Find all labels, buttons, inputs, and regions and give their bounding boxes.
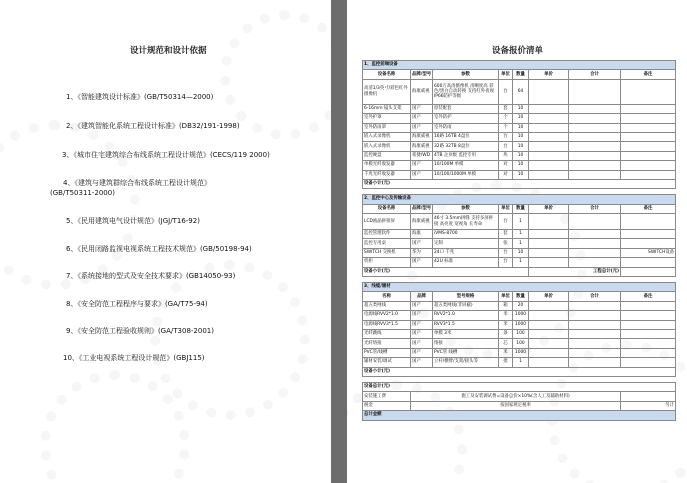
- table-cell: 国产: [411, 358, 433, 367]
- table-cell: 10: [513, 104, 529, 113]
- table-cell: [621, 329, 676, 338]
- column-header: 参数: [433, 204, 499, 213]
- column-header: 参数: [433, 70, 499, 79]
- table-row: [363, 348, 676, 357]
- standard-item: 8、《安全防范工程程序与要求》(GA/T75-94): [66, 300, 208, 308]
- standard-item: 3、《城市住宅建筑综合布线系统工程设计规范》(CECS/119 2000): [62, 151, 270, 159]
- tax-note: 另计: [621, 401, 676, 410]
- column-header: 单价: [529, 204, 569, 213]
- table-cell: 光纤跳线: [363, 329, 411, 338]
- table-cell: [569, 311, 621, 320]
- table-cell: 10: [513, 170, 529, 179]
- table-cell: [621, 311, 676, 320]
- table-cell: 芯: [499, 339, 513, 348]
- table-cell: RVV3*1.5: [433, 320, 499, 329]
- table-cell: [569, 329, 621, 338]
- table-cell: [569, 358, 621, 367]
- table-cell: [621, 79, 676, 104]
- table-cell: [529, 230, 569, 239]
- subtotal-note: 工程总计(元): [529, 267, 621, 276]
- table-cell: 1000: [513, 311, 529, 320]
- table-row: [363, 301, 676, 310]
- table-row: [363, 258, 676, 267]
- table-cell: 批: [499, 358, 513, 367]
- tax-label: 税金: [363, 401, 411, 410]
- table-cell: 32路 32TB 8盘位: [433, 142, 499, 151]
- table-cell: [529, 79, 569, 104]
- table-cell: 室外防雨: [433, 123, 499, 132]
- table-row: [363, 61, 676, 70]
- table-row: [363, 104, 676, 113]
- table-cell: 国产: [411, 311, 433, 320]
- standard-item: 10、《工业电视系统工程设计规范》(GBJ115): [63, 354, 205, 362]
- table-cell: 立杆/横臂/支架/接头等: [433, 358, 499, 367]
- table-cell: [529, 320, 569, 329]
- subtotal-row: 设备小计(元): [363, 367, 676, 376]
- table-cell: 希捷/WD: [411, 151, 433, 160]
- column-header: 单价: [529, 70, 569, 79]
- table-row: [363, 204, 676, 213]
- standard-item: 9、《安全防范工程验收规则》(GA/T308-2001): [66, 327, 214, 335]
- table-cell: [569, 104, 621, 113]
- table-cell: [621, 142, 676, 151]
- table-cell: 机柜: [363, 258, 411, 267]
- table-cell: [621, 230, 676, 239]
- column-header: 设备名称: [363, 70, 411, 79]
- table-cell: RVV2*1.0: [433, 311, 499, 320]
- table-cell: 10: [513, 161, 529, 170]
- table-cell: [529, 132, 569, 141]
- standard-item: 1、《智能建筑设计标准》(GB/T50314—2000): [66, 93, 214, 101]
- table-row: [363, 267, 676, 276]
- table-cell: [529, 114, 569, 123]
- table-cell: [621, 214, 676, 230]
- column-header: 设备名称: [363, 204, 411, 213]
- table-cell: 台: [499, 258, 513, 267]
- table-cell: 1: [513, 258, 529, 267]
- table-cell: 嵌入式录像机: [363, 132, 411, 141]
- table-cell: [569, 170, 621, 179]
- table-cell: 20: [513, 301, 529, 310]
- table-cell: 室外防雨罩: [363, 123, 411, 132]
- table-cell: [569, 114, 621, 123]
- table-cell: 定制: [433, 239, 499, 248]
- table-cell: 米: [499, 311, 513, 320]
- table-cell: [621, 114, 676, 123]
- table-cell: 海康: [411, 230, 433, 239]
- table-row: [363, 239, 676, 248]
- table-cell: 个: [499, 123, 513, 132]
- table-cell: PVC管/线槽: [363, 348, 411, 357]
- subtotal-row: 设备小计(元): [363, 179, 676, 188]
- table-row: [363, 70, 676, 79]
- table-cell: [529, 214, 569, 230]
- table-cell: 块: [499, 151, 513, 160]
- left-document-page: [0, 0, 331, 483]
- table-row: [363, 79, 676, 104]
- column-header: 单位: [499, 70, 513, 79]
- table-cell: 台: [499, 142, 513, 151]
- table-cell: 国产: [411, 301, 433, 310]
- table-row: [363, 179, 676, 188]
- standard-item: 6、《民用闭路监视电视系统工程技术规范》(GB/50198-94): [66, 245, 252, 253]
- table-row: [363, 367, 676, 376]
- table-cell: 64: [513, 79, 529, 104]
- table-cell: 单模 3米: [433, 329, 499, 338]
- table-cell: 套: [499, 104, 513, 113]
- column-header: 数量: [513, 292, 529, 301]
- column-header: 合计: [569, 292, 621, 301]
- column-header: 单价: [529, 292, 569, 301]
- table-cell: 台: [499, 248, 513, 257]
- table-cell: 对: [499, 170, 513, 179]
- table-cell: 1: [513, 358, 529, 367]
- table-cell: 1: [513, 214, 529, 230]
- table-cell: 1: [513, 239, 529, 248]
- standard-item: 7、《系统接地的型式及安全技术要求》(GB14050-93): [66, 272, 236, 280]
- column-header: 单位: [499, 292, 513, 301]
- section-heading: 1、监控前端设备: [363, 61, 676, 70]
- table-cell: [569, 230, 621, 239]
- table-cell: [569, 123, 621, 132]
- table-cell: 海康威视: [411, 132, 433, 141]
- table-cell: [529, 329, 569, 338]
- table-cell: 监控硬盘: [363, 151, 411, 160]
- table-cell: 台: [499, 132, 513, 141]
- table-row: [363, 339, 676, 348]
- table-cell: [529, 170, 569, 179]
- table-cell: [529, 248, 569, 257]
- column-header: 单位: [499, 204, 513, 213]
- tax-text: 按国家规定税率: [411, 401, 621, 410]
- table-cell: [621, 258, 676, 267]
- table-cell: [569, 132, 621, 141]
- table-cell: 6-16mm 镜头支架: [363, 104, 411, 113]
- table-cell: 国产: [411, 239, 433, 248]
- table-row: [363, 230, 676, 239]
- table-cell: 国产: [411, 348, 433, 357]
- table-cell: 1000: [513, 348, 529, 357]
- subtotal-row: 设备小计(元): [363, 267, 529, 276]
- equipment-total-row: 设备总计(元): [363, 382, 676, 391]
- page-title: 设计规范和设计依据: [130, 46, 207, 56]
- column-header: 备注: [621, 204, 676, 213]
- table-cell: 监控管理软件: [363, 230, 411, 239]
- table-row: [363, 114, 676, 123]
- table-cell: 监控专用桌: [363, 239, 411, 248]
- column-header: 备注: [621, 70, 676, 79]
- table-cell: 台: [499, 214, 513, 230]
- table-cell: [569, 348, 621, 357]
- table-cell: [529, 104, 569, 113]
- table-cell: [569, 151, 621, 160]
- table-cell: SWITCH设备: [621, 248, 676, 257]
- labor-text: 施工及安装调试费=设备总价×10%(含人工及辅助材料): [411, 392, 621, 401]
- table-cell: 室外护罩: [363, 114, 411, 123]
- table-cell: [621, 339, 676, 348]
- table-cell: [529, 348, 569, 357]
- table-cell: 台: [499, 79, 513, 104]
- table-row: [363, 392, 676, 401]
- table-row: [363, 292, 676, 301]
- table-row: [363, 151, 676, 160]
- standard-item: 5、《民用建筑电气设计规范》(JGJ/T16-92): [66, 217, 200, 225]
- table-cell: 10: [513, 114, 529, 123]
- table-cell: [569, 142, 621, 151]
- column-header: 名称: [363, 292, 411, 301]
- table-cell: [621, 123, 676, 132]
- table-cell: 光纤熔接: [363, 339, 411, 348]
- table-cell: 10: [513, 142, 529, 151]
- table-cell: [529, 339, 569, 348]
- table-cell: [621, 301, 676, 310]
- grand-total-row: 总计金额: [363, 411, 676, 420]
- table-cell: 10: [513, 248, 529, 257]
- table-cell: 1000: [513, 320, 529, 329]
- table-cell: [569, 339, 621, 348]
- table-cell: 10: [513, 123, 529, 132]
- table-row: [363, 311, 676, 320]
- standards-list: [0, 0, 331, 483]
- table-cell: 箱: [499, 301, 513, 310]
- column-header: 型号规格: [433, 292, 499, 301]
- table-cell: 1: [513, 230, 529, 239]
- table-cell: 100: [513, 329, 529, 338]
- table-cell: 电源线RVV3*1.5: [363, 320, 411, 329]
- table-cell: [529, 239, 569, 248]
- table-cell: 条: [499, 329, 513, 338]
- column-header: 数量: [513, 204, 529, 213]
- column-header: 合计: [569, 204, 621, 213]
- table-cell: SWITCH 交换机: [363, 248, 411, 257]
- table-row: [363, 161, 676, 170]
- table-cell: [529, 123, 569, 132]
- table-row: [363, 329, 676, 338]
- column-header: 品牌/型号: [411, 204, 433, 213]
- table-cell: [529, 258, 569, 267]
- table-cell: 国产: [411, 123, 433, 132]
- table-cell: 嵌入式录像机: [363, 142, 411, 151]
- table-cell: 千兆光纤收发器: [363, 170, 411, 179]
- table-cell: 10/100M 单模: [433, 161, 499, 170]
- column-header: 品牌/型号: [411, 70, 433, 79]
- table-cell: [529, 301, 569, 310]
- table-cell: 海康威视: [411, 79, 433, 104]
- table-row: [363, 132, 676, 141]
- table-cell: [569, 301, 621, 310]
- table-cell: PVC管 线槽: [433, 348, 499, 357]
- table-cell: [569, 239, 621, 248]
- table-cell: 100: [513, 339, 529, 348]
- table-cell: [621, 239, 676, 248]
- table-cell: [621, 358, 676, 367]
- quotation-table: [362, 60, 676, 421]
- table-cell: [621, 320, 676, 329]
- table-cell: [569, 258, 621, 267]
- table-cell: 对: [499, 161, 513, 170]
- labor-label: 安装施工费: [363, 392, 411, 401]
- table-cell: 16路 16TB 4盘位: [433, 132, 499, 141]
- table-cell: 米: [499, 348, 513, 357]
- table-row: [363, 142, 676, 151]
- table-cell: [621, 170, 676, 179]
- table-row: [363, 358, 676, 367]
- table-cell: [569, 320, 621, 329]
- table-cell: [569, 248, 621, 257]
- table-row: [363, 170, 676, 179]
- table-cell: [529, 142, 569, 151]
- table-cell: 室外防护: [433, 114, 499, 123]
- table-cell: 国产: [411, 114, 433, 123]
- table-cell: 套: [499, 230, 513, 239]
- standard-item: (GB/T50311-2000): [50, 189, 115, 197]
- table-cell: 42U 标准: [433, 258, 499, 267]
- table-cell: 海康威视: [411, 214, 433, 230]
- table-cell: 46寸 3.5mm拼缝 支持多屏拼接 高亮度 宽视角 长寿命: [433, 214, 499, 230]
- table-cell: 单模光纤收发器: [363, 161, 411, 170]
- table-cell: [621, 392, 676, 401]
- table-cell: 国产: [411, 258, 433, 267]
- table-cell: 10: [513, 151, 529, 160]
- table-cell: 10: [513, 132, 529, 141]
- table-cell: 600万高清摄像机 清晰度高 彩色/黑白自动转换 支持红外夜视 IP66防护等级: [433, 79, 499, 104]
- table-cell: 国产: [411, 320, 433, 329]
- column-header: 数量: [513, 70, 529, 79]
- table-row: [363, 123, 676, 132]
- table-cell: [529, 161, 569, 170]
- table-cell: [569, 79, 621, 104]
- table-row: [363, 411, 676, 420]
- table-cell: 华为: [411, 248, 433, 257]
- page-title: 设备报价清单: [492, 46, 544, 56]
- table-row: [363, 283, 676, 292]
- table-cell: [621, 348, 676, 357]
- table-row: [363, 248, 676, 257]
- section-heading: 3、线缆/辅材: [363, 283, 676, 292]
- table-cell: 10/100/1000M 单模: [433, 170, 499, 179]
- table-cell: [621, 132, 676, 141]
- table-cell: 电源线RVV2*1.0: [363, 311, 411, 320]
- table-cell: 海康威视: [411, 142, 433, 151]
- column-header: 品牌: [411, 292, 433, 301]
- table-cell: [621, 151, 676, 160]
- table-cell: 辅材安装/调试: [363, 358, 411, 367]
- table-cell: 国产: [411, 339, 433, 348]
- table-cell: 24口 千兆: [433, 248, 499, 257]
- section-heading: 2、监控中心及传输设备: [363, 195, 676, 204]
- table-cell: 个: [499, 114, 513, 123]
- table-row: [363, 214, 676, 230]
- table-cell: 国产: [411, 104, 433, 113]
- column-header: 合计: [569, 70, 621, 79]
- table-cell: 原装配套: [433, 104, 499, 113]
- table-cell: 超五类网线(非屏蔽): [433, 301, 499, 310]
- table-cell: [529, 311, 569, 320]
- table-cell: 4TB 企业级 监控专用: [433, 151, 499, 160]
- table-row: [363, 320, 676, 329]
- table-cell: 国产: [411, 170, 433, 179]
- table-cell: [569, 214, 621, 230]
- standard-item: 2、《建筑智能化系统工程设计标准》(DB32/191-1998): [66, 122, 240, 130]
- table-cell: [529, 358, 569, 367]
- right-document-page: [347, 0, 687, 483]
- column-header: 备注: [621, 292, 676, 301]
- table-cell: [569, 161, 621, 170]
- table-row: [363, 195, 676, 204]
- table-cell: 张: [499, 239, 513, 248]
- table-cell: 国产: [411, 161, 433, 170]
- table-cell: 高清1/3英寸/彩色红外摄像机: [363, 79, 411, 104]
- table-row: [363, 401, 676, 410]
- table-cell: [621, 104, 676, 113]
- table-cell: LCD液晶拼接屏: [363, 214, 411, 230]
- table-cell: 超五类网线: [363, 301, 411, 310]
- table-cell: [621, 161, 676, 170]
- standard-item: 4、《建筑与建筑群综合布线系统工程设计规范》: [63, 179, 211, 187]
- table-row: [363, 382, 676, 391]
- table-cell: [529, 151, 569, 160]
- table-cell: 熔接: [433, 339, 499, 348]
- table-cell: 国产: [411, 329, 433, 338]
- table-cell: iVMS-8700: [433, 230, 499, 239]
- table-cell: 米: [499, 320, 513, 329]
- table-cell: [621, 267, 676, 276]
